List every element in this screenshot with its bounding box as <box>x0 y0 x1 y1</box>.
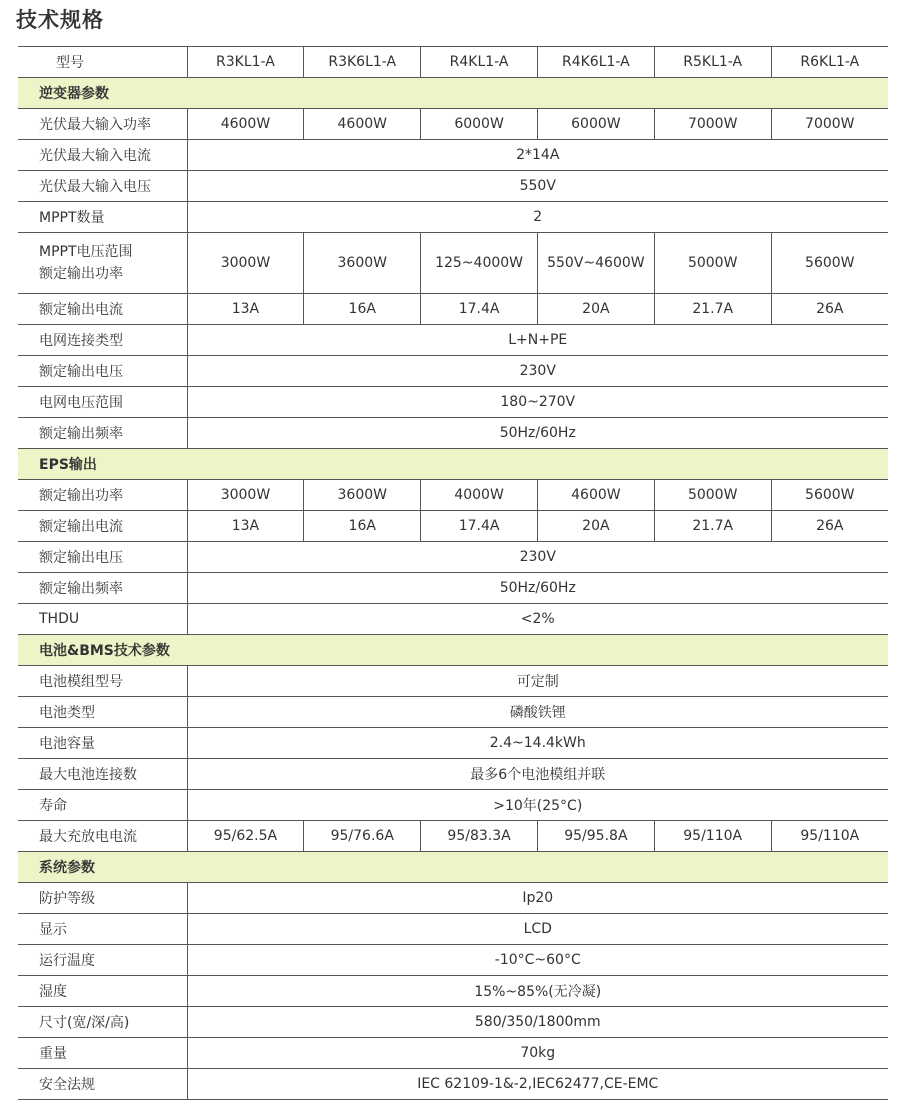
value-cell: 26A <box>771 294 888 325</box>
table-row <box>18 325 888 356</box>
table-row <box>18 945 888 976</box>
model-name-cell: R3K6L1-A <box>304 47 421 78</box>
row-label: 额定输出电压 <box>18 356 187 387</box>
row-label: 湿度 <box>18 976 187 1007</box>
value-cell: 16A <box>304 294 421 325</box>
table-row <box>18 480 888 511</box>
value-cell-merged: 2.4~14.4kWh <box>187 728 888 759</box>
value-cell: 20A <box>537 294 654 325</box>
table-row <box>18 1069 888 1100</box>
table-header-row <box>18 47 888 78</box>
value-cell-merged: 550V <box>187 171 888 202</box>
value-cell: 5000W <box>654 480 771 511</box>
row-label: 电池容量 <box>18 728 187 759</box>
value-cell: 4000W <box>421 480 538 511</box>
value-cell: 95/110A <box>654 821 771 852</box>
table-row <box>18 202 888 233</box>
table-row <box>18 418 888 449</box>
row-label: 额定输出电压 <box>18 542 187 573</box>
table-row <box>18 356 888 387</box>
section-title: 系统参数 <box>18 852 888 883</box>
value-cell: 6000W <box>537 109 654 140</box>
value-cell-merged: 最多6个电池模组并联 <box>187 759 888 790</box>
value-cell: 20A <box>537 511 654 542</box>
value-cell-merged: 可定制 <box>187 666 888 697</box>
row-label: 重量 <box>18 1038 187 1069</box>
value-cell: 95/95.8A <box>537 821 654 852</box>
table-row <box>18 573 888 604</box>
row-label: 额定输出频率 <box>18 573 187 604</box>
value-cell: 3000W <box>187 480 304 511</box>
value-cell: 6000W <box>421 109 538 140</box>
row-label: 额定输出电流 <box>18 294 187 325</box>
table-row <box>18 790 888 821</box>
value-cell-merged: 580/350/1800mm <box>187 1007 888 1038</box>
row-label: 安全法规 <box>18 1069 187 1100</box>
row-label: 电网电压范围 <box>18 387 187 418</box>
spec-table <box>18 46 888 1100</box>
value-cell-merged: 50Hz/60Hz <box>187 418 888 449</box>
value-cell-merged: 70kg <box>187 1038 888 1069</box>
value-cell-merged: >10年(25°C) <box>187 790 888 821</box>
section-title: 电池&BMS技术参数 <box>18 635 888 666</box>
table-row <box>18 697 888 728</box>
table-row <box>18 511 888 542</box>
value-cell: 13A <box>187 294 304 325</box>
row-label <box>18 233 187 294</box>
value-cell-merged: Ip20 <box>187 883 888 914</box>
table-row <box>18 1007 888 1038</box>
table-row <box>18 109 888 140</box>
value-cell-merged: 180~270V <box>187 387 888 418</box>
value-cell-merged: 2 <box>187 202 888 233</box>
value-cell: 95/76.6A <box>304 821 421 852</box>
table-row <box>18 171 888 202</box>
row-label: 最大充放电电流 <box>18 821 187 852</box>
table-row <box>18 759 888 790</box>
table-row <box>18 140 888 171</box>
value-cell-merged: 磷酸铁锂 <box>187 697 888 728</box>
model-name-cell: R3KL1-A <box>187 47 304 78</box>
row-label: 额定输出电流 <box>18 511 187 542</box>
value-cell: 95/83.3A <box>421 821 538 852</box>
value-cell: 550V~4600W <box>537 233 654 294</box>
value-cell: 26A <box>771 511 888 542</box>
model-header-label: 型号 <box>18 47 187 78</box>
model-name-cell: R4KL1-A <box>421 47 538 78</box>
value-cell: 5000W <box>654 233 771 294</box>
row-label: 额定输出功率 <box>18 480 187 511</box>
row-label: 最大电池连接数 <box>18 759 187 790</box>
section-title: 逆变器参数 <box>18 78 888 109</box>
value-cell-merged: LCD <box>187 914 888 945</box>
section-header-row <box>18 852 888 883</box>
row-label: 光伏最大输入电流 <box>18 140 187 171</box>
value-cell: 4600W <box>304 109 421 140</box>
value-cell-merged: 230V <box>187 542 888 573</box>
value-cell: 5600W <box>771 480 888 511</box>
value-cell: 21.7A <box>654 511 771 542</box>
row-label: 显示 <box>18 914 187 945</box>
value-cell: 3600W <box>304 480 421 511</box>
row-label: 电网连接类型 <box>18 325 187 356</box>
table-row <box>18 821 888 852</box>
table-row <box>18 542 888 573</box>
value-cell-merged: 15%~85%(无冷凝) <box>187 976 888 1007</box>
value-cell: 3600W <box>304 233 421 294</box>
model-name-cell: R5KL1-A <box>654 47 771 78</box>
table-row <box>18 883 888 914</box>
value-cell: 95/62.5A <box>187 821 304 852</box>
section-title: EPS输出 <box>18 449 888 480</box>
model-name-cell: R6KL1-A <box>771 47 888 78</box>
value-cell: 7000W <box>654 109 771 140</box>
table-row <box>18 1038 888 1069</box>
row-label: 寿命 <box>18 790 187 821</box>
row-label: MPPT数量 <box>18 202 187 233</box>
value-cell: 21.7A <box>654 294 771 325</box>
value-cell: 7000W <box>771 109 888 140</box>
value-cell-merged: L+N+PE <box>187 325 888 356</box>
table-row <box>18 387 888 418</box>
row-label: 电池类型 <box>18 697 187 728</box>
row-label: THDU <box>18 604 187 635</box>
model-name-cell: R4K6L1-A <box>537 47 654 78</box>
row-label: 尺寸(宽/深/高) <box>18 1007 187 1038</box>
table-row <box>18 233 888 294</box>
value-cell: 95/110A <box>771 821 888 852</box>
value-cell: 4600W <box>187 109 304 140</box>
value-cell-merged: <2% <box>187 604 888 635</box>
row-label: 额定输出频率 <box>18 418 187 449</box>
table-row <box>18 604 888 635</box>
value-cell: 3000W <box>187 233 304 294</box>
table-row <box>18 914 888 945</box>
value-cell-merged: -10°C~60°C <box>187 945 888 976</box>
value-cell: 13A <box>187 511 304 542</box>
row-label: 防护等级 <box>18 883 187 914</box>
value-cell: 125~4000W <box>421 233 538 294</box>
value-cell-merged: 50Hz/60Hz <box>187 573 888 604</box>
value-cell-merged: 230V <box>187 356 888 387</box>
row-label-line: MPPT电压范围 <box>39 244 133 260</box>
table-row <box>18 666 888 697</box>
value-cell: 17.4A <box>421 511 538 542</box>
row-label-line: 额定输出功率 <box>39 266 123 282</box>
row-label: 运行温度 <box>18 945 187 976</box>
value-cell: 17.4A <box>421 294 538 325</box>
row-label: 电池模组型号 <box>18 666 187 697</box>
value-cell: 16A <box>304 511 421 542</box>
row-label: 光伏最大输入功率 <box>18 109 187 140</box>
value-cell: 4600W <box>537 480 654 511</box>
page-title: 技术规格 <box>16 8 104 32</box>
section-header-row <box>18 635 888 666</box>
value-cell: 5600W <box>771 233 888 294</box>
section-header-row <box>18 449 888 480</box>
table-row <box>18 294 888 325</box>
value-cell-merged: 2*14A <box>187 140 888 171</box>
row-label: 光伏最大输入电压 <box>18 171 187 202</box>
value-cell-merged: IEC 62109-1&-2,IEC62477,CE-EMC <box>187 1069 888 1100</box>
table-row <box>18 976 888 1007</box>
section-header-row <box>18 78 888 109</box>
table-row <box>18 728 888 759</box>
